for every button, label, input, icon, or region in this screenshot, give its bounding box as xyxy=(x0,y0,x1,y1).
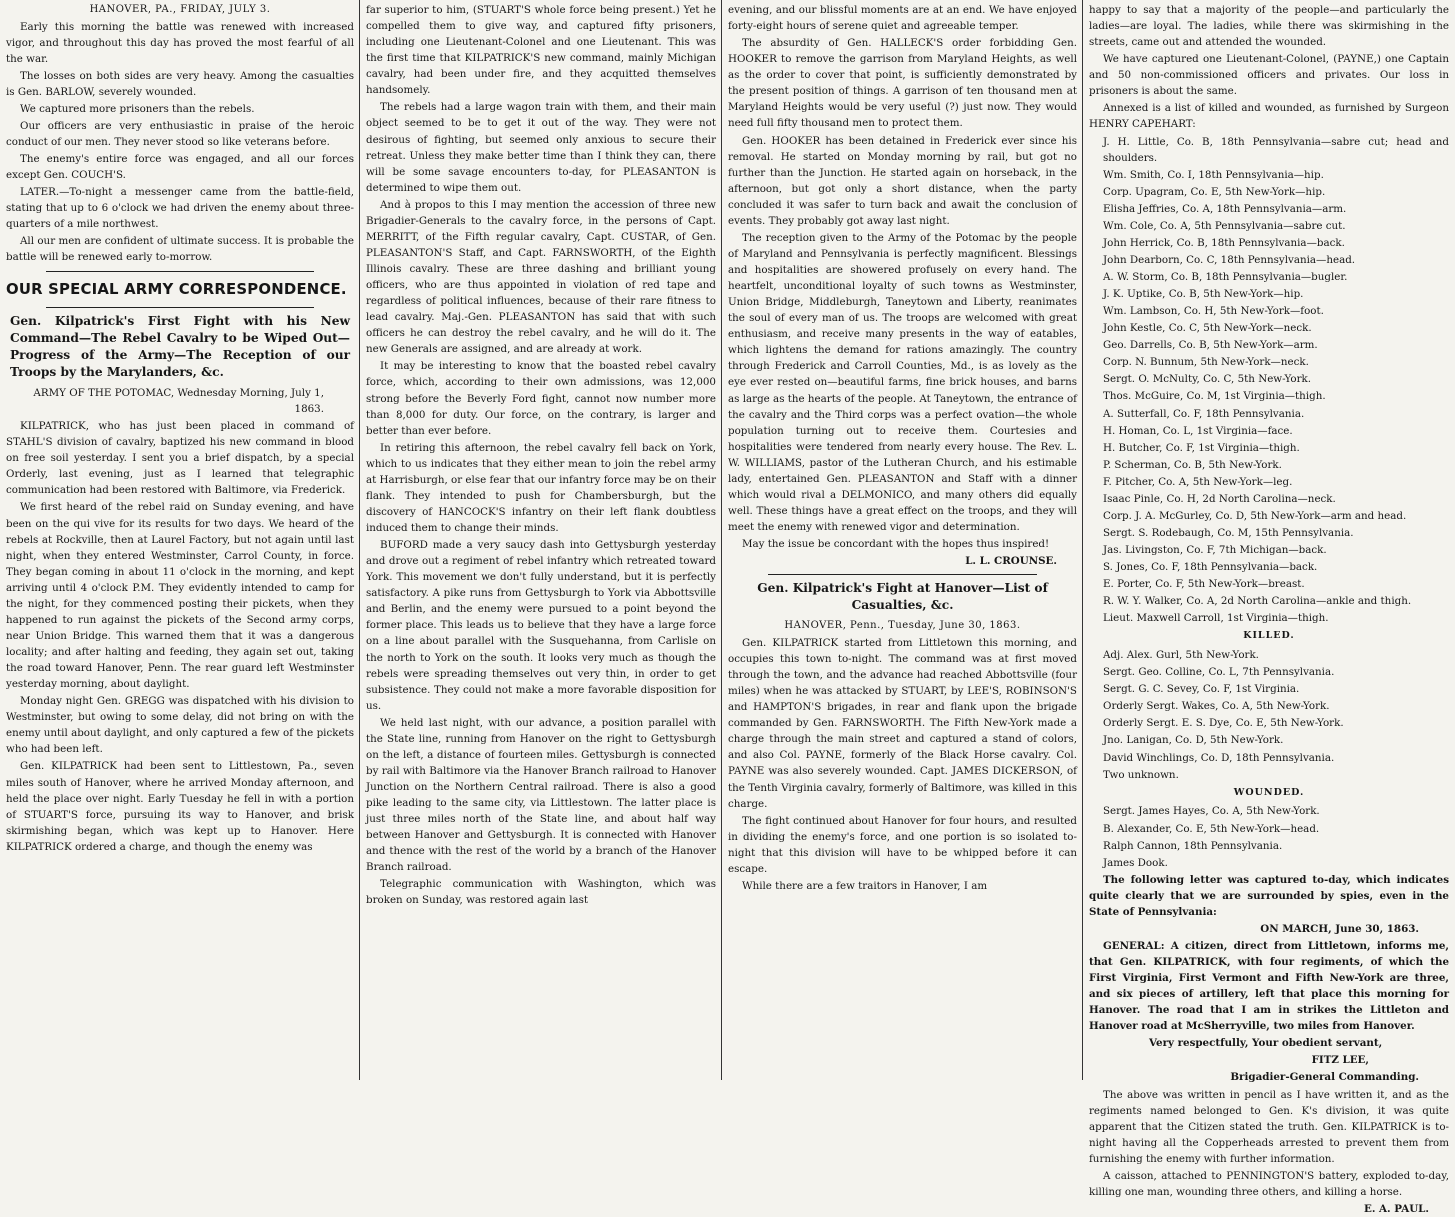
column-3 xyxy=(722,0,1083,1080)
list-item: Adj. Alex. Gurl, 5th New-York. xyxy=(1103,649,1259,662)
list-item: David Winchlings, Co. D, 18th Pennsylvania. xyxy=(1103,751,1335,764)
list-item: James Dook. xyxy=(1103,856,1168,869)
paragraph: evening, and our blissful moments are at an end. We have enjoyed forty-eight hours of serene quiet and agreeable temper. xyxy=(728,4,1077,33)
paragraph: Monday night Gen. GREGG was dispatched with his division to Westminster, but owing to some delay, did not bring on with the enemy until about daylight, and only captured a few of the pickets who had been left. xyxy=(6,695,354,756)
paragraph: KILPATRICK, who has just been placed in command of STAHL'S division of cavalry, baptized his new command in blood on free soil yesterday. I sent you a brief dispatch, by a special Orderly, last evening, just as I learned that telegraphic communication had been restored with Baltimore, via Frederick. xyxy=(6,420,354,497)
paragraph: We first heard of the rebel raid on Sunday evening, and have been on the qui vive for its results for two days. We heard of the rebels at Rockville, then at Laurel Factory, but not again until last night, when they entered Westminster, Carrol County, in force. They began coming in about 11 o'clock in the morning, and kept arriving until 4 o'clock P.M. They evidently intended to camp for the night, for they commenced posting their pickets, when they happened to run against the pickets of the Second army corps, near Union Bridge. This warned them that it was a dangerous locality; and after halting and feeding, they again set out, taking the road toward Hanover, Penn. The rear guard left Westminster yesterday morning, about daylight. xyxy=(6,501,354,691)
list-item: John Herrick, Co. B, 18th Pennsylvania—back. xyxy=(1103,236,1345,249)
paragraph: far superior to him, (STUART'S whole force being present.) Yet he compelled them to give way, and captured fifty prisoners, including one Lieutenant-Colonel and one Lieutenant. This was the first time that KILPATRICK'S new command, mainly Michigan cavalry, had been under fire, and they acquitted themselves handsomely. xyxy=(366,4,716,97)
list-item: Corp. N. Bunnum, 5th New-York—neck. xyxy=(1103,356,1309,369)
list-item: A. W. Storm, Co. B, 18th Pennsylvania—bugler. xyxy=(1103,271,1348,283)
paragraph: All our men are confident of ultimate success. It is probable the battle will be renewed early to-morrow. xyxy=(6,235,354,264)
list-item: Jas. Livingston, Co. F, 7th Michigan—back. xyxy=(1103,544,1327,556)
dateline: HANOVER, PA., FRIDAY, JULY 3. xyxy=(89,4,271,15)
list-item: John Dearborn, Co. C, 18th Pennsylvania—head. xyxy=(1103,253,1356,266)
paragraph: We captured more prisoners than the rebels. xyxy=(20,102,255,115)
column-1 xyxy=(0,0,360,1080)
list-item: Sergt. James Hayes, Co. A, 5th New-York. xyxy=(1103,805,1320,818)
list-item: Wm. Lambson, Co. H, 5th New-York—foot. xyxy=(1103,305,1324,318)
paragraph: BUFORD made a very saucy dash into Gettysburgh yesterday and drove out a regiment of rebel infantry which retreated toward York. This movement we don't fully understand, but it is perfectly satisfactory. A pike runs from Gettysburgh to York via Abbottsville and Berlin, and the enemy were pursued to a point beyond the former place. This leads us to believe that they have a large force on a line about parallel with the Susquehanna, from Carlisle on the north to York on the south. It looks very much as though the rebels were spreading themselves out very thin, in order to get subsistence. They could not make a more favorable disposition for us. xyxy=(366,539,716,712)
list-item: Elisha Jeffries, Co. A, 18th Pennsylvania—arm. xyxy=(1103,202,1347,215)
killed-list xyxy=(1089,647,1449,783)
list-item: Lieut. Maxwell Carroll, 1st Virginia—thigh. xyxy=(1103,612,1329,625)
paragraph: May the issue be concordant with the hopes thus inspired! xyxy=(742,538,1050,551)
paragraph: The losses on both sides are very heavy. Among the casualties is Gen. BARLOW, severely wounded. xyxy=(6,69,354,98)
letter-signature: FITZ LEE, xyxy=(1311,1054,1369,1067)
divider xyxy=(768,574,1037,575)
paragraph: Our officers are very enthusiastic in praise of the heroic conduct of our men. They never stood so like veterans before. xyxy=(6,119,354,149)
list-item: Ralph Cannon, 18th Pennsylvania. xyxy=(1103,839,1283,852)
list-item: Corp. Upagram, Co. E, 5th New-York—hip. xyxy=(1103,185,1326,198)
list-item: J. K. Uptike, Co. B, 5th New-York—hip. xyxy=(1103,288,1304,301)
paragraph: The following letter was captured to-day, which indicates quite clearly that we are surrounded by spies, even in the State of Pennsylvania: xyxy=(1089,873,1449,918)
list-item: E. Porter, Co. F, 5th New-York—breast. xyxy=(1103,578,1305,591)
list-item: H. Butcher, Co. F, 1st Virginia—thigh. xyxy=(1103,441,1300,454)
list-item: R. W. Y. Walker, Co. A, 2d North Carolina—ankle and thigh. xyxy=(1103,595,1412,608)
killed-label: KILLED. xyxy=(1243,630,1295,642)
signature: E. A. PAUL. xyxy=(1364,1202,1429,1215)
paragraph: Gen. HOOKER has been detained in Frederick ever since his removal. He started on Monday morning by rail, but got no further than the Junction. He started again on horseback, in the afternoon, but got only a short distance, when the party concluded it was safer to turn back and await the conclusion of events. They probably got away last night. xyxy=(728,134,1077,227)
list-item: A. Sutterfall, Co. F, 18th Pennsylvania. xyxy=(1103,407,1305,420)
dateline: HANOVER, Penn., Tuesday, June 30, 1863. xyxy=(784,620,1021,632)
list-item: Isaac Pinle, Co. H, 2d North Carolina—neck. xyxy=(1103,492,1336,505)
list-item: F. Pitcher, Co. A, 5th New-York—leg. xyxy=(1103,475,1293,488)
paragraph: The absurdity of Gen. HALLECK'S order forbidding Gen. HOOKER to remove the garrison from Maryland Heights, as well as the order to cover that point, is sufficiently demonstrated by the present position of things. A garrison of ten thousand men at Maryland Heights would be very useful (?) just now. They would need full fifty thousand men to protect them. xyxy=(728,37,1077,130)
section-headline: OUR SPECIAL ARMY CORRESPONDENCE. xyxy=(6,279,347,298)
wounded-list xyxy=(1089,803,1449,870)
dateline: ARMY OF THE POTOMAC, Wednesday Morning, July 1, 1863. xyxy=(33,387,324,416)
paragraph: In retiring this afternoon, the rebel cavalry fell back on York, which to us indicates that they either mean to join the rebel army at Harrisburgh, or else fear that our infantry force may be on their flank. They intended to push for Chambersburgh, but the discovery of HANCOCK'S infantry on their left flank doubtless induced them to change their minds. xyxy=(366,441,716,534)
paragraph: While there are a few traitors in Hanover, I am xyxy=(742,879,988,892)
paragraph: LATER.—To-night a messenger came from the battle-field, stating that up to 6 o'clock we had driven the enemy about three-quarters of a mile northwest. xyxy=(6,186,354,231)
paragraph: Early this morning the battle was renewed with increased vigor, and throughout this day has proved the most fearful of all the war. xyxy=(6,20,354,65)
casualty-list xyxy=(1089,134,1449,627)
list-item: Sergt. S. Rodebaugh, Co. M, 15th Pennsylvania. xyxy=(1103,526,1354,539)
paragraph: happy to say that a majority of the people—and particularly the ladies—are loyal. The ladies, while there was skirmishing in the streets, came out and attended the wounded. xyxy=(1089,4,1449,49)
list-item: Thos. McGuire, Co. M, 1st Virginia—thigh. xyxy=(1103,390,1326,403)
list-item: P. Scherman, Co. B, 5th New-York. xyxy=(1103,458,1282,471)
paragraph: Telegraphic communication with Washington, which was broken on Sunday, was restored again last xyxy=(366,878,716,907)
list-item: J. H. Little, Co. B, 18th Pennsylvania—sabre cut; head and shoulders. xyxy=(1103,135,1449,164)
list-item: Sergt. O. McNulty, Co. C, 5th New-York. xyxy=(1103,373,1312,386)
list-item: Orderly Sergt. Wakes, Co. A, 5th New-York. xyxy=(1103,700,1330,713)
paragraph: Gen. KILPATRICK started from Littletown this morning, and occupies this town to-night. The command was at first moved through the town, and the advance had reached Abbottsville (four miles) when he was attacked by STUART, by LEE'S, ROBINSON'S and HAMPTON'S brigades, in rear and flank upon the brigade commanded by Gen. FARNSWORTH. The Fifth New-York made a charge through the main street and captured a stand of colors, and also Col. PAYNE, formerly of the Black Horse cavalry. Col. PAYNE was also severely wounded. Capt. JAMES DICKERSON, of the Tenth Virginia cavalry, formerly of Baltimore, was killed in this charge. xyxy=(728,636,1077,810)
list-item: John Kestle, Co. C, 5th New-York—neck. xyxy=(1103,322,1312,335)
paragraph: A caisson, attached to PENNINGTON'S battery, exploded to-day, killing one man, wounding three others, and killing a horse. xyxy=(1089,1169,1449,1198)
paragraph: The above was written in pencil as I have written it, and as the regiments named belonged to Gen. K's division, it was quite apparent that the Citizen stated the truth. Gen. KILPATRICK is to-night having all the Copperheads arrested to prevent them from furnishing the enemy with further information. xyxy=(1089,1088,1449,1165)
letter-date: ON MARCH, June 30, 1863. xyxy=(1260,922,1419,935)
list-item: Jno. Lanigan, Co. D, 5th New-York. xyxy=(1103,734,1284,747)
wounded-label: WOUNDED. xyxy=(1233,786,1305,798)
list-item: Sergt. Geo. Colline, Co. L, 7th Pennsylvania. xyxy=(1103,666,1335,679)
paragraph: Annexed is a list of killed and wounded, as furnished by Surgeon HENRY CAPEHART: xyxy=(1089,102,1449,131)
list-item: Orderly Sergt. E. S. Dye, Co. E, 5th New-York. xyxy=(1103,717,1344,730)
paragraph: The enemy's entire force was engaged, and all our forces except Gen. COUCH'S. xyxy=(6,153,354,182)
paragraph: It may be interesting to know that the boasted rebel cavalry force, which, according to their own admissions, was 12,000 strong before the Beverly Ford fight, cannot now number more than 8,000 for duty. Our force, on the contrary, is larger and better than ever before. xyxy=(366,360,716,437)
list-item: B. Alexander, Co. E, 5th New-York—head. xyxy=(1103,822,1320,835)
paragraph: We have captured one Lieutenant-Colonel, (PAYNE,) one Captain and 50 non-commissioned officers and privates. Our loss in prisoners is about the same. xyxy=(1089,53,1449,98)
list-item: Sergt. G. C. Sevey, Co. F, 1st Virginia. xyxy=(1103,683,1300,696)
signature: L. L. CROUNSE. xyxy=(965,555,1057,568)
letter-close: Very respectfully, Your obedient servant, xyxy=(1149,1037,1383,1050)
column-2 xyxy=(360,0,722,1080)
list-item: Wm. Cole, Co. A, 5th Pennsylvania—sabre cut. xyxy=(1103,219,1346,232)
paragraph: The fight continued about Hanover for four hours, and resulted in dividing the enemy's force, and one portion is so isolated to-night that this division will have to be whipped before it can escape. xyxy=(728,814,1077,875)
list-item: Geo. Darrells, Co. B, 5th New-York—arm. xyxy=(1103,339,1318,352)
column-4 xyxy=(1083,0,1455,1215)
list-item: S. Jones, Co. F, 18th Pennsylvania—back. xyxy=(1103,561,1318,574)
list-item: Wm. Smith, Co. I, 18th Pennsylvania—hip. xyxy=(1103,168,1324,181)
article-subhead: Gen. Kilpatrick's Fight at Hanover—List of Casualties, &c. xyxy=(757,581,1048,613)
paragraph: And à propos to this I may mention the accession of three new Brigadier-Generals to the cavalry force, in the persons of Capt. MERRITT, of the Fifth regular cavalry, Capt. CUSTAR, of Gen. PLEASANTON'S Staff, and Capt. FARNSWORTH, of the Eighth Illinois cavalry. These are three dashing and brilliant young officers, who are thus appointed in violation of red tape and regardless of political influences, because of their rare fitness to lead cavalry. Maj.-Gen. PLEASANTON has said that with such officers he can destroy the rebel cavalry, and he will do it. The new Generals are assigned, and are already at work. xyxy=(366,198,716,356)
list-item: H. Homan, Co. L, 1st Virginia—face. xyxy=(1103,424,1293,437)
divider xyxy=(46,271,314,272)
article-subhead: Gen. Kilpatrick's First Fight with his New Command—The Rebel Cavalry to be Wiped Out—Progress of the Army—The Reception of our Troops by the Marylanders, &c. xyxy=(10,313,350,379)
paragraph: Gen. KILPATRICK had been sent to Littlestown, Pa., seven miles south of Hanover, where he arrived Monday afternoon, and held the place over night. Early Tuesday he fell in with a portion of STUART'S force, pursuing its way to Hanover, and brisk skirmishing began, which was kept up to Hanover. Here KILPATRICK ordered a charge, and though the enemy was xyxy=(6,760,354,853)
letter-title: Brigadier-General Commanding. xyxy=(1230,1071,1419,1084)
paragraph: The reception given to the Army of the Potomac by the people of Maryland and Pennsylvania is perfectly magnificent. Blessings and hospitalities are showered profusely on every hand. The heartfelt, unconditional loyalty of such towns as Westminster, Union Bridge, Middleburgh, Taneytown and Liberty, reanimates the soul of every man of us. The troops are welcomed with great enthusiasm, and receive many presents in the way of eatables, which lightens the demand for rations amazingly. The country through Frederick and Carroll Counties, Md., is as lovely as the eye ever rested on—beautiful farms, fine brick houses, and barns as large as the hearts of the people. At Taneytown, the entrance of the cavalry and the Third corps was a perfect ovation—the whole population turning out to receive them. Courtesies and hospitalities were tendered from nearly every house. The Rev. L. W. WILLIAMS, pastor of the Lutheran Church, and his estimable lady, entertained Gen. PLEASANTON and Staff with a dinner which would rival a DELMONICO, and many others did equally well. These things have a great effect on the troops, and they will meet the enemy with renewed vigor and determination. xyxy=(728,231,1077,533)
divider xyxy=(46,307,314,308)
list-item: Two unknown. xyxy=(1103,768,1179,781)
letter-body: GENERAL: A citizen, direct from Littletown, informs me, that Gen. KILPATRICK, with four regiments, of which the First Virginia, First Vermont and Fifth New-York are three, and six pieces of artillery, left that place this morning for Hanover. The road that I am in strikes the Littleton and Hanover road at McSherryville, two miles from Hanover. xyxy=(1089,939,1449,1033)
paragraph: The rebels had a large wagon train with them, and their main object seemed to be to get it out of the way. They were not desirous of fighting, but seemed only anxious to secure their retreat. Unless they make better time than I think they can, there will be some savage encounters to-day, for PLEASANTON is determined to wipe them out. xyxy=(366,101,716,194)
paragraph: We held last night, with our advance, a position parallel with the State line, running from Hanover on the right to Gettysburgh on the left, a distance of fourteen miles. Gettysburgh is connected by rail with Baltimore via the Hanover Branch railroad to Hanover Junction on the Northern Central railroad. There is also a good pike leading to the same city, via Littlestown. The latter place is just three miles north of the State line, and about half way between Hanover and Gettysburgh. It is connected with Hanover and thence with the rest of the world by a branch of the Hanover Branch railroad. xyxy=(366,716,716,874)
list-item: Corp. J. A. McGurley, Co. D, 5th New-York—arm and head. xyxy=(1103,509,1407,522)
